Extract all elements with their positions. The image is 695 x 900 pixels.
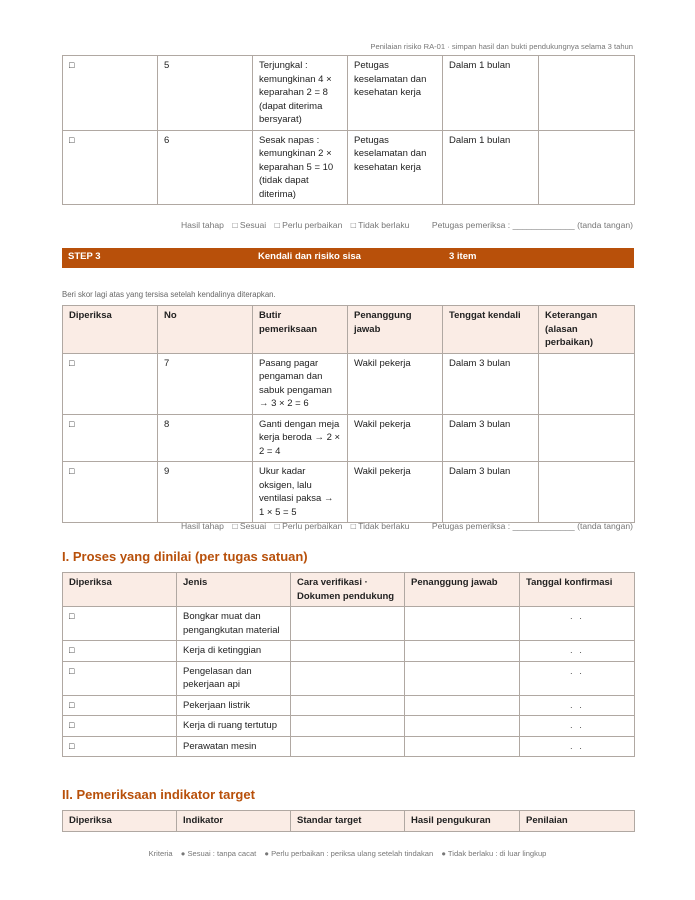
- row-item: Sesak napas : kemungkinan 2 × keparahan 5 = 10 (tidak dapat diterima): [253, 130, 348, 205]
- row-note[interactable]: [539, 353, 635, 414]
- col-header-no: No: [158, 306, 253, 354]
- result-option-perlu-perbaikan[interactable]: □ Perlu perbaikan: [274, 521, 343, 531]
- section2-numeral: II: [62, 787, 70, 802]
- row-verification[interactable]: [291, 641, 405, 662]
- table-row: [63, 414, 635, 462]
- row-date[interactable]: . .: [520, 736, 635, 757]
- row-type: Pengelasan dan pekerjaan api: [177, 661, 291, 695]
- table-row: [63, 716, 635, 737]
- row-due: Dalam 3 bulan: [443, 353, 539, 414]
- col-header-cara-verifikasi: Cara verifikasi · Dokumen pendukung: [291, 573, 405, 607]
- row-date[interactable]: . .: [520, 695, 635, 716]
- inspector-signature[interactable]: Petugas pemeriksa : _____________ (tanda tangan): [431, 220, 633, 230]
- row-pic[interactable]: [405, 716, 520, 737]
- table-row: [63, 353, 635, 414]
- col-header-penanggung-jawab: Penanggung jawab: [405, 573, 520, 607]
- process-table: [62, 572, 635, 757]
- result-label: Hasil tahap: [180, 521, 224, 531]
- row-pic: Wakil pekerja: [348, 462, 443, 523]
- row-number: 6: [158, 130, 253, 205]
- row-verification[interactable]: [291, 695, 405, 716]
- row-item: Pasang pagar pengaman dan sabuk pengaman → 3 × 2 = 6: [253, 353, 348, 414]
- row-pic[interactable]: [405, 641, 520, 662]
- step3-count: 3 item: [449, 251, 477, 262]
- row-due: Dalam 3 bulan: [443, 462, 539, 523]
- row-note[interactable]: [539, 56, 635, 131]
- col-header-penanggung-jawab: Penanggung jawab: [348, 306, 443, 354]
- col-header-penilaian: Penilaian: [520, 811, 635, 832]
- col-header-diperiksa: Diperiksa: [63, 306, 158, 354]
- row-date[interactable]: . .: [520, 641, 635, 662]
- section2-title-text: . Pemeriksaan indikator target: [69, 787, 255, 802]
- legend-tidak-berlaku: ● Tidak berlaku : di luar lingkup: [441, 849, 547, 858]
- row-checkbox[interactable]: □: [63, 56, 158, 131]
- result-option-tidak-berlaku[interactable]: □ Tidak berlaku: [350, 220, 410, 230]
- row-pic: Petugas keselamatan dan kesehatan kerja: [348, 56, 443, 131]
- section1-numeral: I: [62, 549, 66, 564]
- table-row: [63, 56, 635, 131]
- row-checkbox[interactable]: □: [63, 716, 177, 737]
- section1-title: [62, 549, 308, 564]
- row-checkbox[interactable]: □: [63, 736, 177, 757]
- table-row: [63, 736, 635, 757]
- col-header-diperiksa: Diperiksa: [63, 573, 177, 607]
- row-type: Kerja di ruang tertutup: [177, 716, 291, 737]
- criteria-legend: [0, 849, 695, 858]
- row-pic[interactable]: [405, 695, 520, 716]
- col-header-butir: Butir pemeriksaan: [253, 306, 348, 354]
- col-header-standar-target: Standar target: [291, 811, 405, 832]
- table-row: [63, 130, 635, 205]
- legend-perlu-perbaikan: ● Perlu perbaikan : periksa ulang setelah tindakan: [264, 849, 434, 858]
- col-header-keterangan: Keterangan (alasan perbaikan): [539, 306, 635, 354]
- table-row: [63, 641, 635, 662]
- row-checkbox[interactable]: □: [63, 353, 158, 414]
- row-type: Pekerjaan listrik: [177, 695, 291, 716]
- row-note[interactable]: [539, 414, 635, 462]
- row-date[interactable]: . .: [520, 607, 635, 641]
- row-item: Ukur kadar oksigen, lalu ventilasi paksa → 1 × 5 = 5: [253, 462, 348, 523]
- row-checkbox[interactable]: □: [63, 462, 158, 523]
- col-header-tenggat: Tenggat kendali: [443, 306, 539, 354]
- row-type: Bongkar muat dan pengangkutan material: [177, 607, 291, 641]
- step2-table: [62, 55, 635, 205]
- row-checkbox[interactable]: □: [63, 641, 177, 662]
- row-verification[interactable]: [291, 607, 405, 641]
- row-date[interactable]: . .: [520, 716, 635, 737]
- step3-label: STEP 3: [68, 251, 101, 262]
- row-number: 8: [158, 414, 253, 462]
- inspector-signature[interactable]: Petugas pemeriksa : _____________ (tanda tangan): [431, 521, 633, 531]
- row-item: Terjungkal : kemungkinan 4 × keparahan 2 = 8 (dapat diterima bersyarat): [253, 56, 348, 131]
- row-checkbox[interactable]: □: [63, 695, 177, 716]
- col-header-hasil-pengukuran: Hasil pengukuran: [405, 811, 520, 832]
- row-item: Ganti dengan meja kerja beroda → 2 × 2 = 4: [253, 414, 348, 462]
- row-pic: Petugas keselamatan dan kesehatan kerja: [348, 130, 443, 205]
- step3-description: Beri skor lagi atas yang tersisa setelah kendalinya diterapkan.: [62, 290, 276, 299]
- row-pic[interactable]: [405, 661, 520, 695]
- result-option-sesuai[interactable]: □ Sesuai: [232, 220, 267, 230]
- step3-title: Kendali dan risiko sisa: [258, 251, 361, 262]
- row-type: Perawatan mesin: [177, 736, 291, 757]
- row-number: 9: [158, 462, 253, 523]
- result-option-tidak-berlaku[interactable]: □ Tidak berlaku: [350, 521, 410, 531]
- step3-table: [62, 305, 635, 523]
- legend-sesuai: ● Sesuai : tanpa cacat: [180, 849, 257, 858]
- row-verification[interactable]: [291, 716, 405, 737]
- step3-bar: [62, 248, 634, 268]
- row-pic: Wakil pekerja: [348, 353, 443, 414]
- row-note[interactable]: [539, 462, 635, 523]
- row-pic: Wakil pekerja: [348, 414, 443, 462]
- row-note[interactable]: [539, 130, 635, 205]
- row-number: 7: [158, 353, 253, 414]
- header-note: Penilaian risiko RA-01 · simpan hasil dan bukti pendukungnya selama 3 tahun: [370, 42, 633, 51]
- result-option-perlu-perbaikan[interactable]: □ Perlu perbaikan: [274, 220, 343, 230]
- step2-result-line: [175, 220, 633, 230]
- row-date[interactable]: . .: [520, 661, 635, 695]
- result-label: Hasil tahap: [180, 220, 224, 230]
- row-number: 5: [158, 56, 253, 131]
- row-verification[interactable]: [291, 736, 405, 757]
- indicator-table: [62, 810, 635, 832]
- step3-result-line: [175, 521, 633, 531]
- row-due: Dalam 1 bulan: [443, 56, 539, 131]
- row-checkbox[interactable]: □: [63, 607, 177, 641]
- table-row: [63, 607, 635, 641]
- col-header-jenis: Jenis: [177, 573, 291, 607]
- section1-title-text: . Proses yang dinilai (per tugas satuan): [65, 549, 308, 564]
- row-verification[interactable]: [291, 661, 405, 695]
- section2-title: [62, 787, 255, 802]
- table-row: [63, 462, 635, 523]
- col-header-tanggal: Tanggal konfirmasi: [520, 573, 635, 607]
- legend-label: Kriteria: [148, 849, 173, 858]
- row-due: Dalam 1 bulan: [443, 130, 539, 205]
- row-due: Dalam 3 bulan: [443, 414, 539, 462]
- result-option-sesuai[interactable]: □ Sesuai: [232, 521, 267, 531]
- row-pic[interactable]: [405, 607, 520, 641]
- col-header-indikator: Indikator: [177, 811, 291, 832]
- row-type: Kerja di ketinggian: [177, 641, 291, 662]
- table-row: [63, 661, 635, 695]
- table-row: [63, 695, 635, 716]
- row-checkbox[interactable]: □: [63, 661, 177, 695]
- col-header-diperiksa: Diperiksa: [63, 811, 177, 832]
- row-checkbox[interactable]: □: [63, 414, 158, 462]
- row-pic[interactable]: [405, 736, 520, 757]
- row-checkbox[interactable]: □: [63, 130, 158, 205]
